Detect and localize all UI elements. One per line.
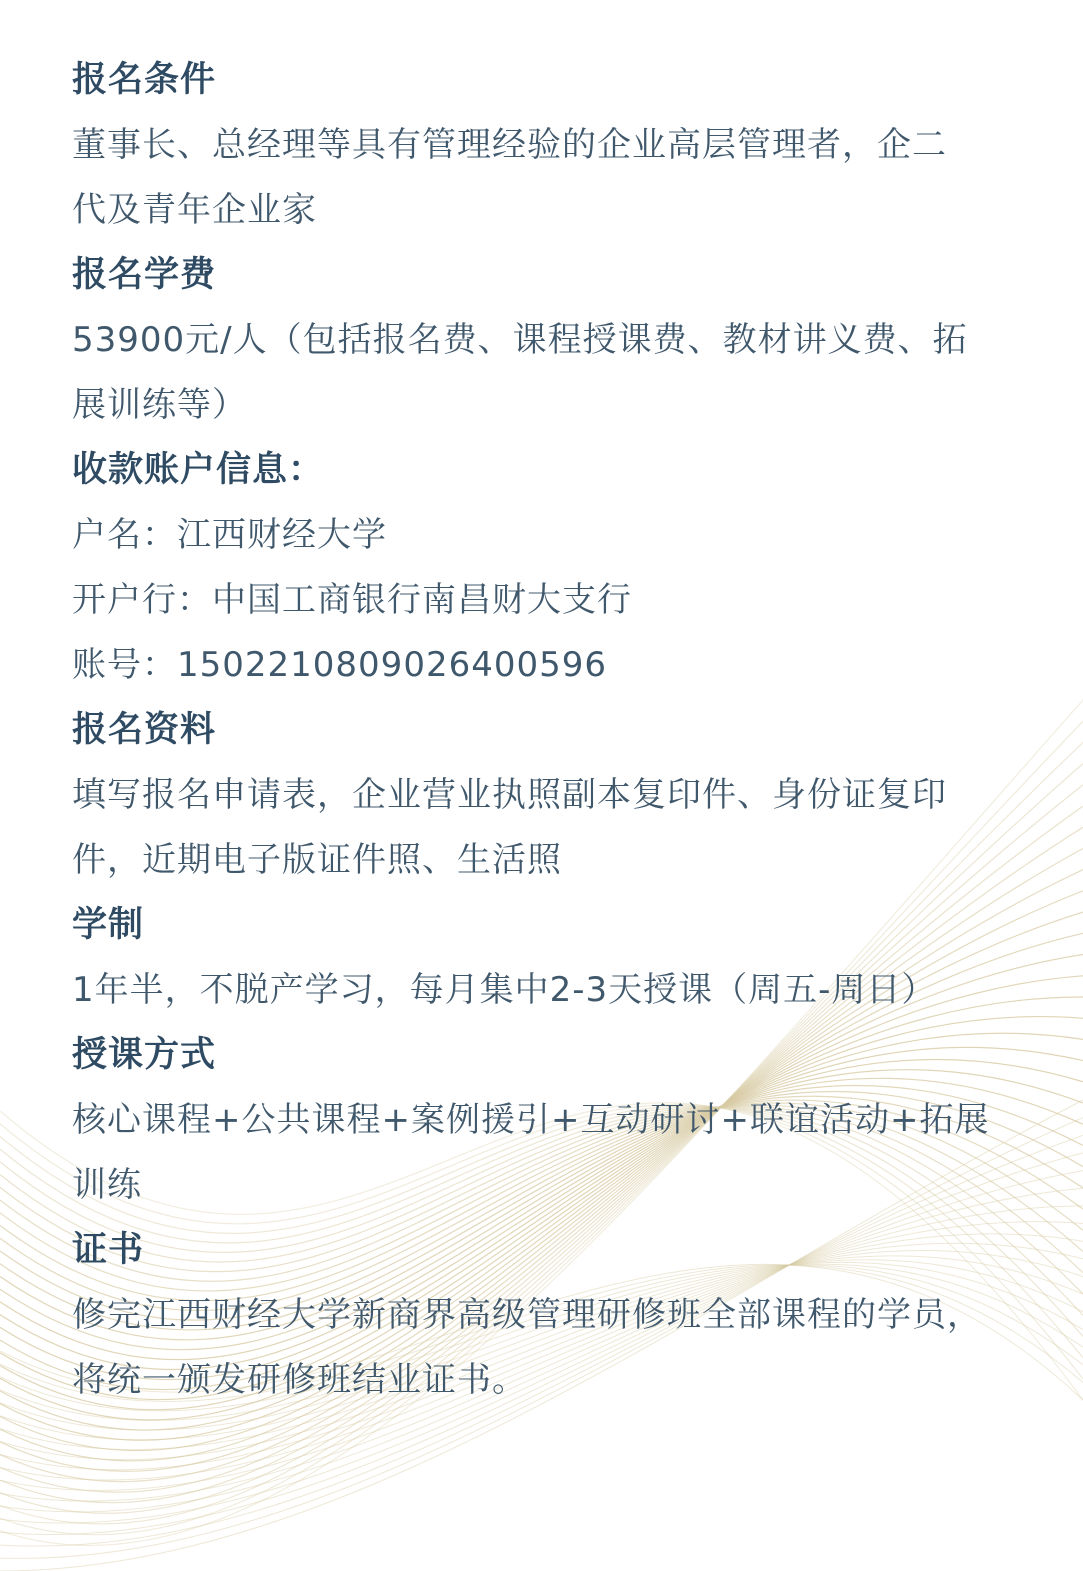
section-heading: 报名学费 <box>72 255 217 295</box>
section-registration-conditions <box>72 48 1012 243</box>
section-text-line: 展训练等） <box>72 385 247 425</box>
section-registration-materials <box>72 698 1012 893</box>
account-bank: 开户行：中国工商银行南昌财大支行 <box>72 580 632 620</box>
section-heading: 报名资料 <box>72 710 217 750</box>
section-account-info <box>72 438 1012 698</box>
section-text-line: 件，近期电子版证件照、生活照 <box>72 840 562 880</box>
section-heading: 证书 <box>72 1230 145 1270</box>
section-text-line: 填写报名申请表，企业营业执照副本复印件、身份证复印 <box>72 775 947 815</box>
section-certificate <box>72 1218 1012 1413</box>
section-heading: 学制 <box>72 905 145 945</box>
section-program-length <box>72 893 1012 1023</box>
section-text-line: 训练 <box>72 1165 142 1205</box>
section-text-line: 53900元/人（包括报名费、课程授课费、教材讲义费、拓 <box>72 320 968 360</box>
document-body <box>72 48 1012 1413</box>
section-text-line: 修完江西财经大学新商界高级管理研修班全部课程的学员， <box>72 1295 982 1335</box>
section-text-line: 将统一颁发研修班结业证书。 <box>72 1360 527 1400</box>
account-number: 账号：1502210809026400596 <box>72 645 608 685</box>
section-heading: 授课方式 <box>72 1035 217 1075</box>
section-heading: 报名条件 <box>72 60 217 100</box>
section-heading: 收款账户信息： <box>72 450 325 490</box>
section-teaching-method <box>72 1023 1012 1218</box>
section-text-line: 代及青年企业家 <box>72 190 317 230</box>
account-name: 户名：江西财经大学 <box>72 515 387 555</box>
section-text-line: 核心课程+公共课程+案例援引+互动研讨+联谊活动+拓展 <box>72 1100 990 1140</box>
section-text-line: 董事长、总经理等具有管理经验的企业高层管理者，企二 <box>72 125 947 165</box>
section-tuition <box>72 243 1012 438</box>
section-text-line: 1年半，不脱产学习，每月集中2-3天授课（周五-周日） <box>72 970 937 1010</box>
